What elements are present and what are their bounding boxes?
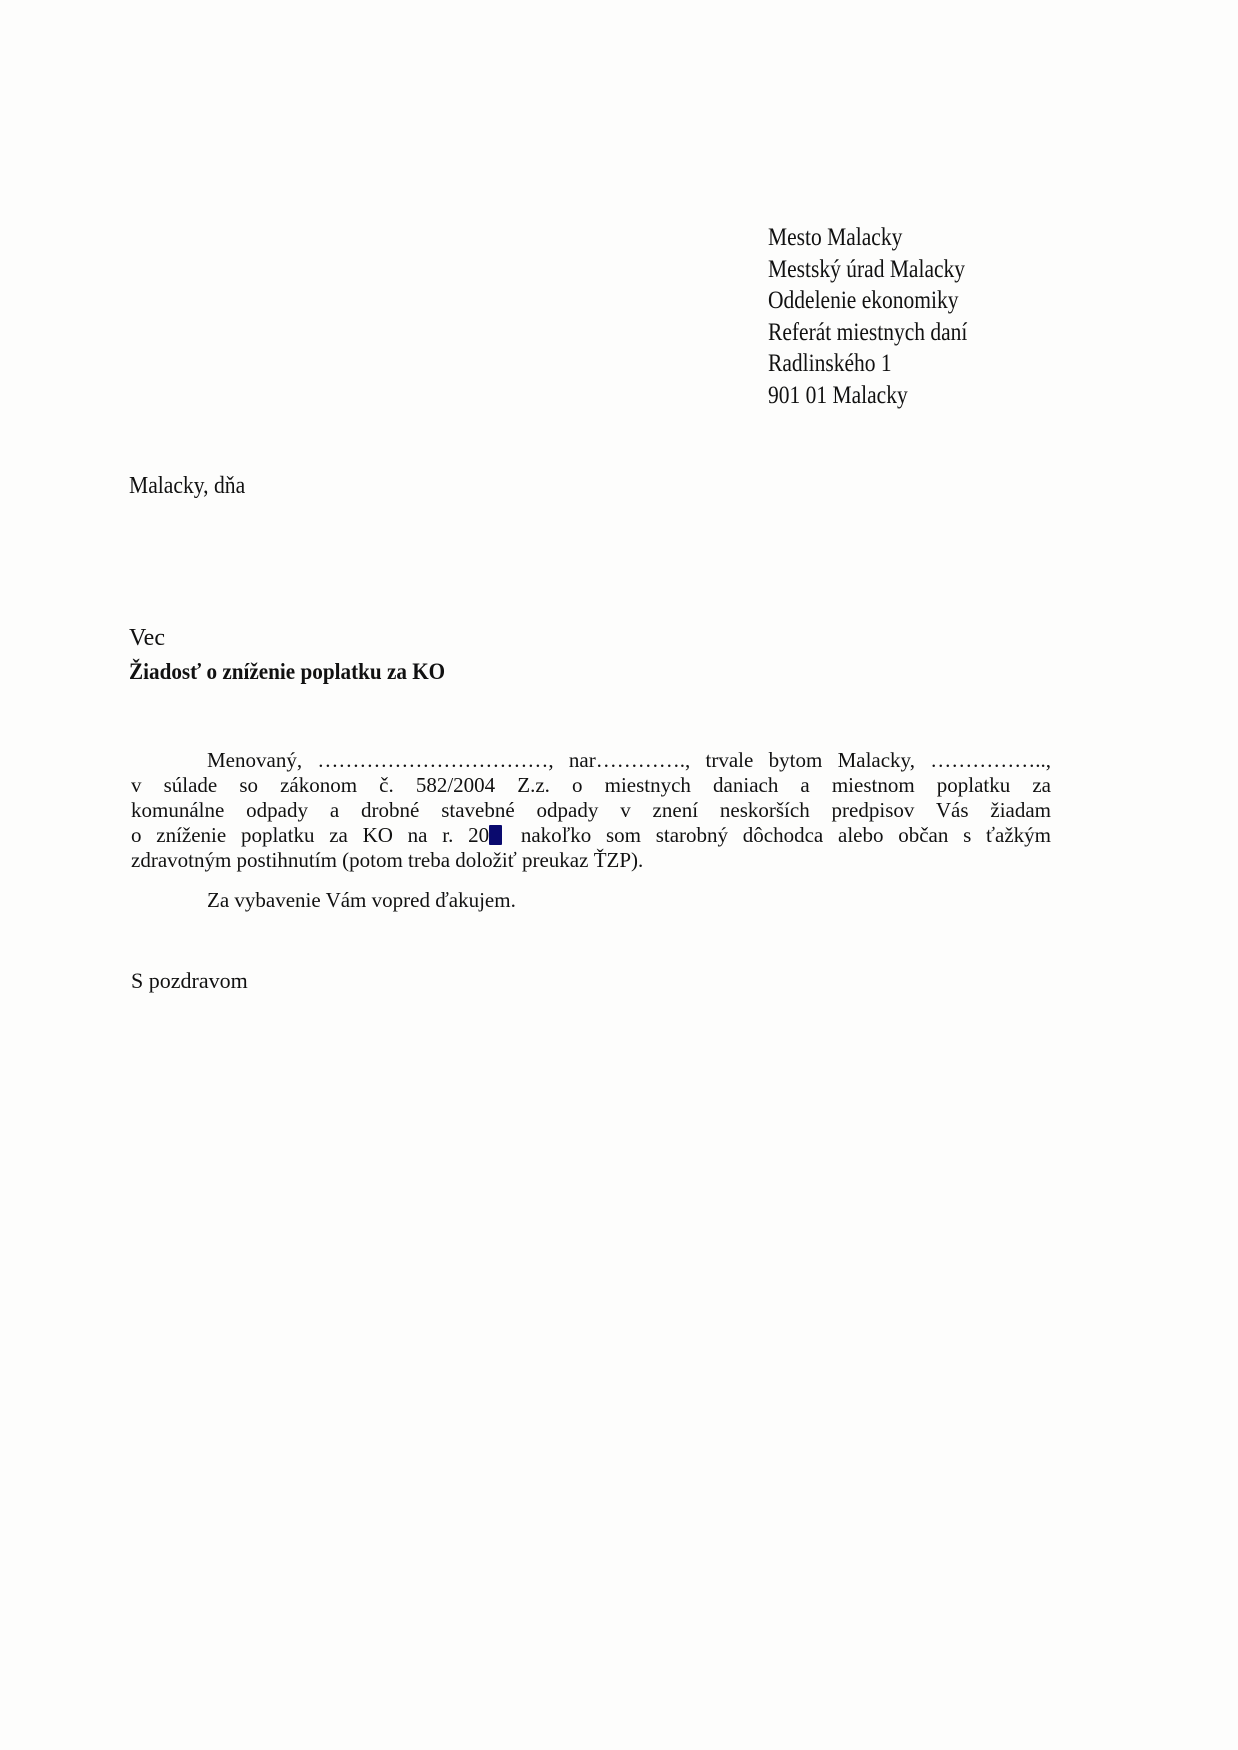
recipient-line: Referát miestnych daní (768, 318, 968, 346)
body-line: komunálne odpady a drobné stavebné odpady v znení neskorších predpisov Vás žiadam (131, 798, 1051, 822)
body-line: zdravotným postihnutím (potom treba doložiť preukaz ŤZP). (131, 848, 644, 872)
recipient-line: Radlinského 1 (768, 350, 892, 377)
thanks-line: Za vybavenie Vám vopred ďakujem. (207, 888, 516, 912)
subject-label: Vec (129, 625, 165, 651)
body-line-end: nakoľko som starobný dôchodca alebo občan s ťažkým (520, 823, 1051, 847)
subject-title: Žiadosť o zníženie poplatku za KO (129, 659, 446, 684)
recipient-line: Oddelenie ekonomiky (768, 287, 959, 314)
letter-body (131, 748, 1051, 873)
recipient-line: 901 01 Malacky (768, 381, 908, 409)
body-line: Menovaný, ……………………………, nar…………., trvale bytom Malacky, …………….., (207, 748, 1051, 772)
redaction-mark (489, 825, 502, 845)
recipient-line: Mesto Malacky (768, 224, 903, 251)
closing: S pozdravom (131, 968, 248, 993)
recipient-address (768, 222, 967, 411)
recipient-line: Mestský úrad Malacky (768, 255, 966, 283)
body-line: v súlade so zákonom č. 582/2004 Z.z. o miestnych daniach a miestnom poplatku za (131, 773, 1051, 797)
body-line-with-redaction (131, 823, 1051, 848)
body-line-start: o zníženie poplatku za KO na r. 20 (131, 823, 490, 847)
place-date: Malacky, dňa (129, 473, 246, 499)
